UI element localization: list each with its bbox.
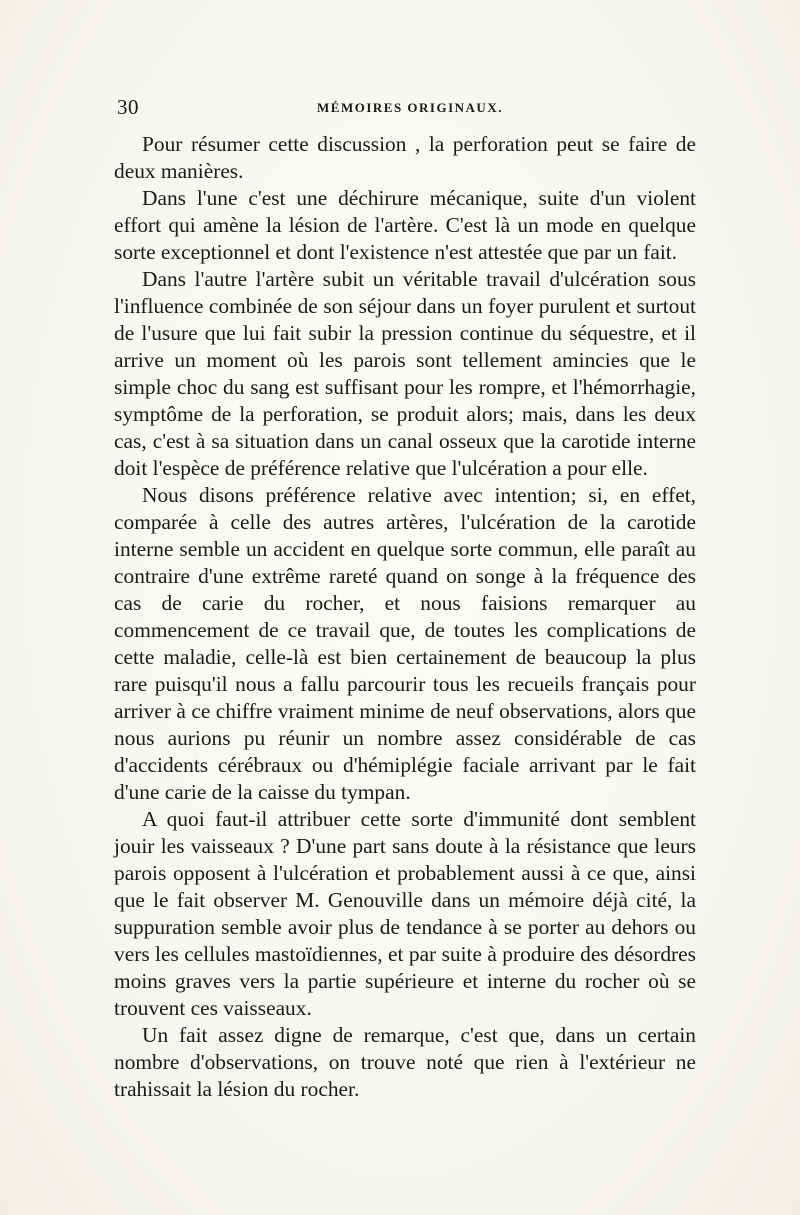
page-number: 30: [117, 95, 139, 119]
paragraph: Dans l'une c'est une déchirure mécanique, suite d'un violent effort qui amène la lésion de l'artère. C'est là un mode en quelque sorte exceptionnel et dont l'existence n'est attestée que par un fait.: [114, 186, 696, 264]
paragraph: Dans l'autre l'artère subit un véritable travail d'ulcération sous l'influence combinée de son séjour dans un foyer purulent et surtout de l'usure que lui fait subir la pression continue du séquestre, et il arrive un moment où les parois sont tellement amincies que le simple choc du sang est suffisant pour les rompre, et l'hémorrhagie, symptôme de la perforation, se produit alors; mais, dans les deux cas, c'est à sa situation dans un canal osseux que la carotide interne doit l'espèce de préférence relative que l'ulcération a pour elle.: [114, 267, 696, 480]
paragraph: A quoi faut-il attribuer cette sorte d'immunité dont semblent jouir les vaisseaux ? D'une part sans doute à la résistance que leurs parois opposent à l'ulcération et probablement aussi à ce que, ainsi que le fait observer M. Genouville dans un mémoire déjà cité, la suppuration semble avoir plus de tendance à se porter au dehors ou vers les cellules mastoïdiennes, et par suite à produire des désordres moins graves vers la partie supérieure et interne du rocher où se trouvent ces vaisseaux.: [114, 807, 696, 1020]
paragraph: Un fait assez digne de remarque, c'est que, dans un certain nombre d'observations, on trouve noté que rien à l'extérieur ne trahissait la lésion du rocher.: [114, 1023, 696, 1101]
paragraph: Nous disons préférence relative avec intention; si, en effet, comparée à celle des autres artères, l'ulcération de la carotide interne semble un accident en quelque sorte commun, elle paraît au contraire d'une extrême rareté quand on songe à la fréquence des cas de carie du rocher, et nous faisions remarquer au commencement de ce travail que, de toutes les complications de cette maladie, celle-là est bien certainement de beaucoup la plus rare puisqu'il nous a fallu parcourir tous les recueils français pour arriver à ce chiffre vraiment minime de neuf observations, alors que nous aurions pu réunir un nombre assez considérable de cas d'accidents cérébraux ou d'hémiplégie faciale arrivant par le fait d'une carie de la caisse du tympan.: [114, 483, 696, 804]
body-text: [114, 131, 696, 1103]
page-header: [117, 95, 697, 125]
running-title: MÉMOIRES ORIGINAUX.: [317, 100, 503, 115]
paragraph: Pour résumer cette discussion , la perforation peut se faire de deux manières.: [114, 132, 696, 183]
